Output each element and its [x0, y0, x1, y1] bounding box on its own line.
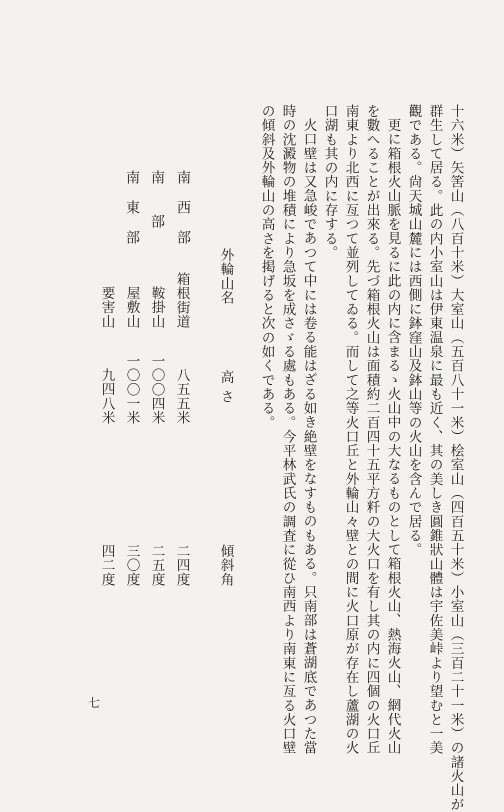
- text-column-5: を數へることが出來る。先づ箱根火山は面積約二百四十五平方粁の大火口を有し其の内に四個の火口丘: [363, 104, 380, 755]
- table-header-height: 高さ: [217, 370, 234, 410]
- table-row-direction: 南西部: [175, 170, 191, 260]
- text-column-10: の傾斜及外輪山の高さを掲げると次の如くである。: [258, 104, 275, 430]
- table-row-height: 一〇〇一米: [123, 354, 140, 425]
- text-column-4: 更に箱根火山脈を見るに此の内に含まるゝ火山中の大なるものとして箱根火山、熱海火山、網代火山: [384, 118, 401, 755]
- table-header-name: 外輪山名: [217, 248, 234, 305]
- table-row-slope: 二四度: [173, 544, 190, 587]
- table-row-direction: 南部: [149, 170, 165, 258]
- text-column-1: 十六米）矢筈山（八百十米）大室山（五百八十一米）桧室山（四百五十米）小室山（三百二十一米）の諸火山が: [447, 104, 464, 812]
- text-column-2: 群生して居る。此の内小室山は伊東温泉に最も近く、其の美しき圓錐狀山體は宇佐美峠より望むと一美: [426, 104, 443, 755]
- table-row-name: 屋敷山: [123, 286, 140, 329]
- table-row-name: 箱根街道: [173, 272, 190, 329]
- text-column-6: 南東より北西に亙つて並列してゐる。而して之等火口丘と外輪山々壁との間に火口原が存在し蘆湖の火: [342, 104, 359, 755]
- text-column-7: 口湖も其の内に存する。: [321, 104, 338, 260]
- table-row-height: 九四八米: [98, 368, 115, 425]
- text-column-3: 觀である。尙天城山麓には西側に鉢窪山及鉢山等の火山を含んで居る。: [405, 104, 422, 557]
- table-header-slope: 傾斜角: [217, 544, 234, 587]
- text-column-8: 火口壁は又急峻であつて中には卷る能はざる如き絶壁をなすものもある。只南部は蒼湖底であつた當: [300, 118, 317, 755]
- page-number: 七: [88, 696, 101, 710]
- table-row-height: 一〇〇四米: [148, 354, 165, 425]
- table-row-height: 八五五米: [173, 368, 190, 425]
- table-row-name: 鞍掛山: [148, 286, 165, 329]
- table-row-slope: 三〇度: [123, 544, 140, 587]
- table-row-slope: 二五度: [148, 544, 165, 587]
- table-row-slope: 四二度: [98, 544, 115, 587]
- text-column-9: 時の沈澱物の堆積により急坂を成さゞる處もある。今平林武氏の調査に從ひ南西より南東に亙る火口壁: [279, 104, 296, 755]
- table-row-direction: 南東部: [124, 170, 140, 260]
- table-row-name: 要害山: [98, 286, 115, 329]
